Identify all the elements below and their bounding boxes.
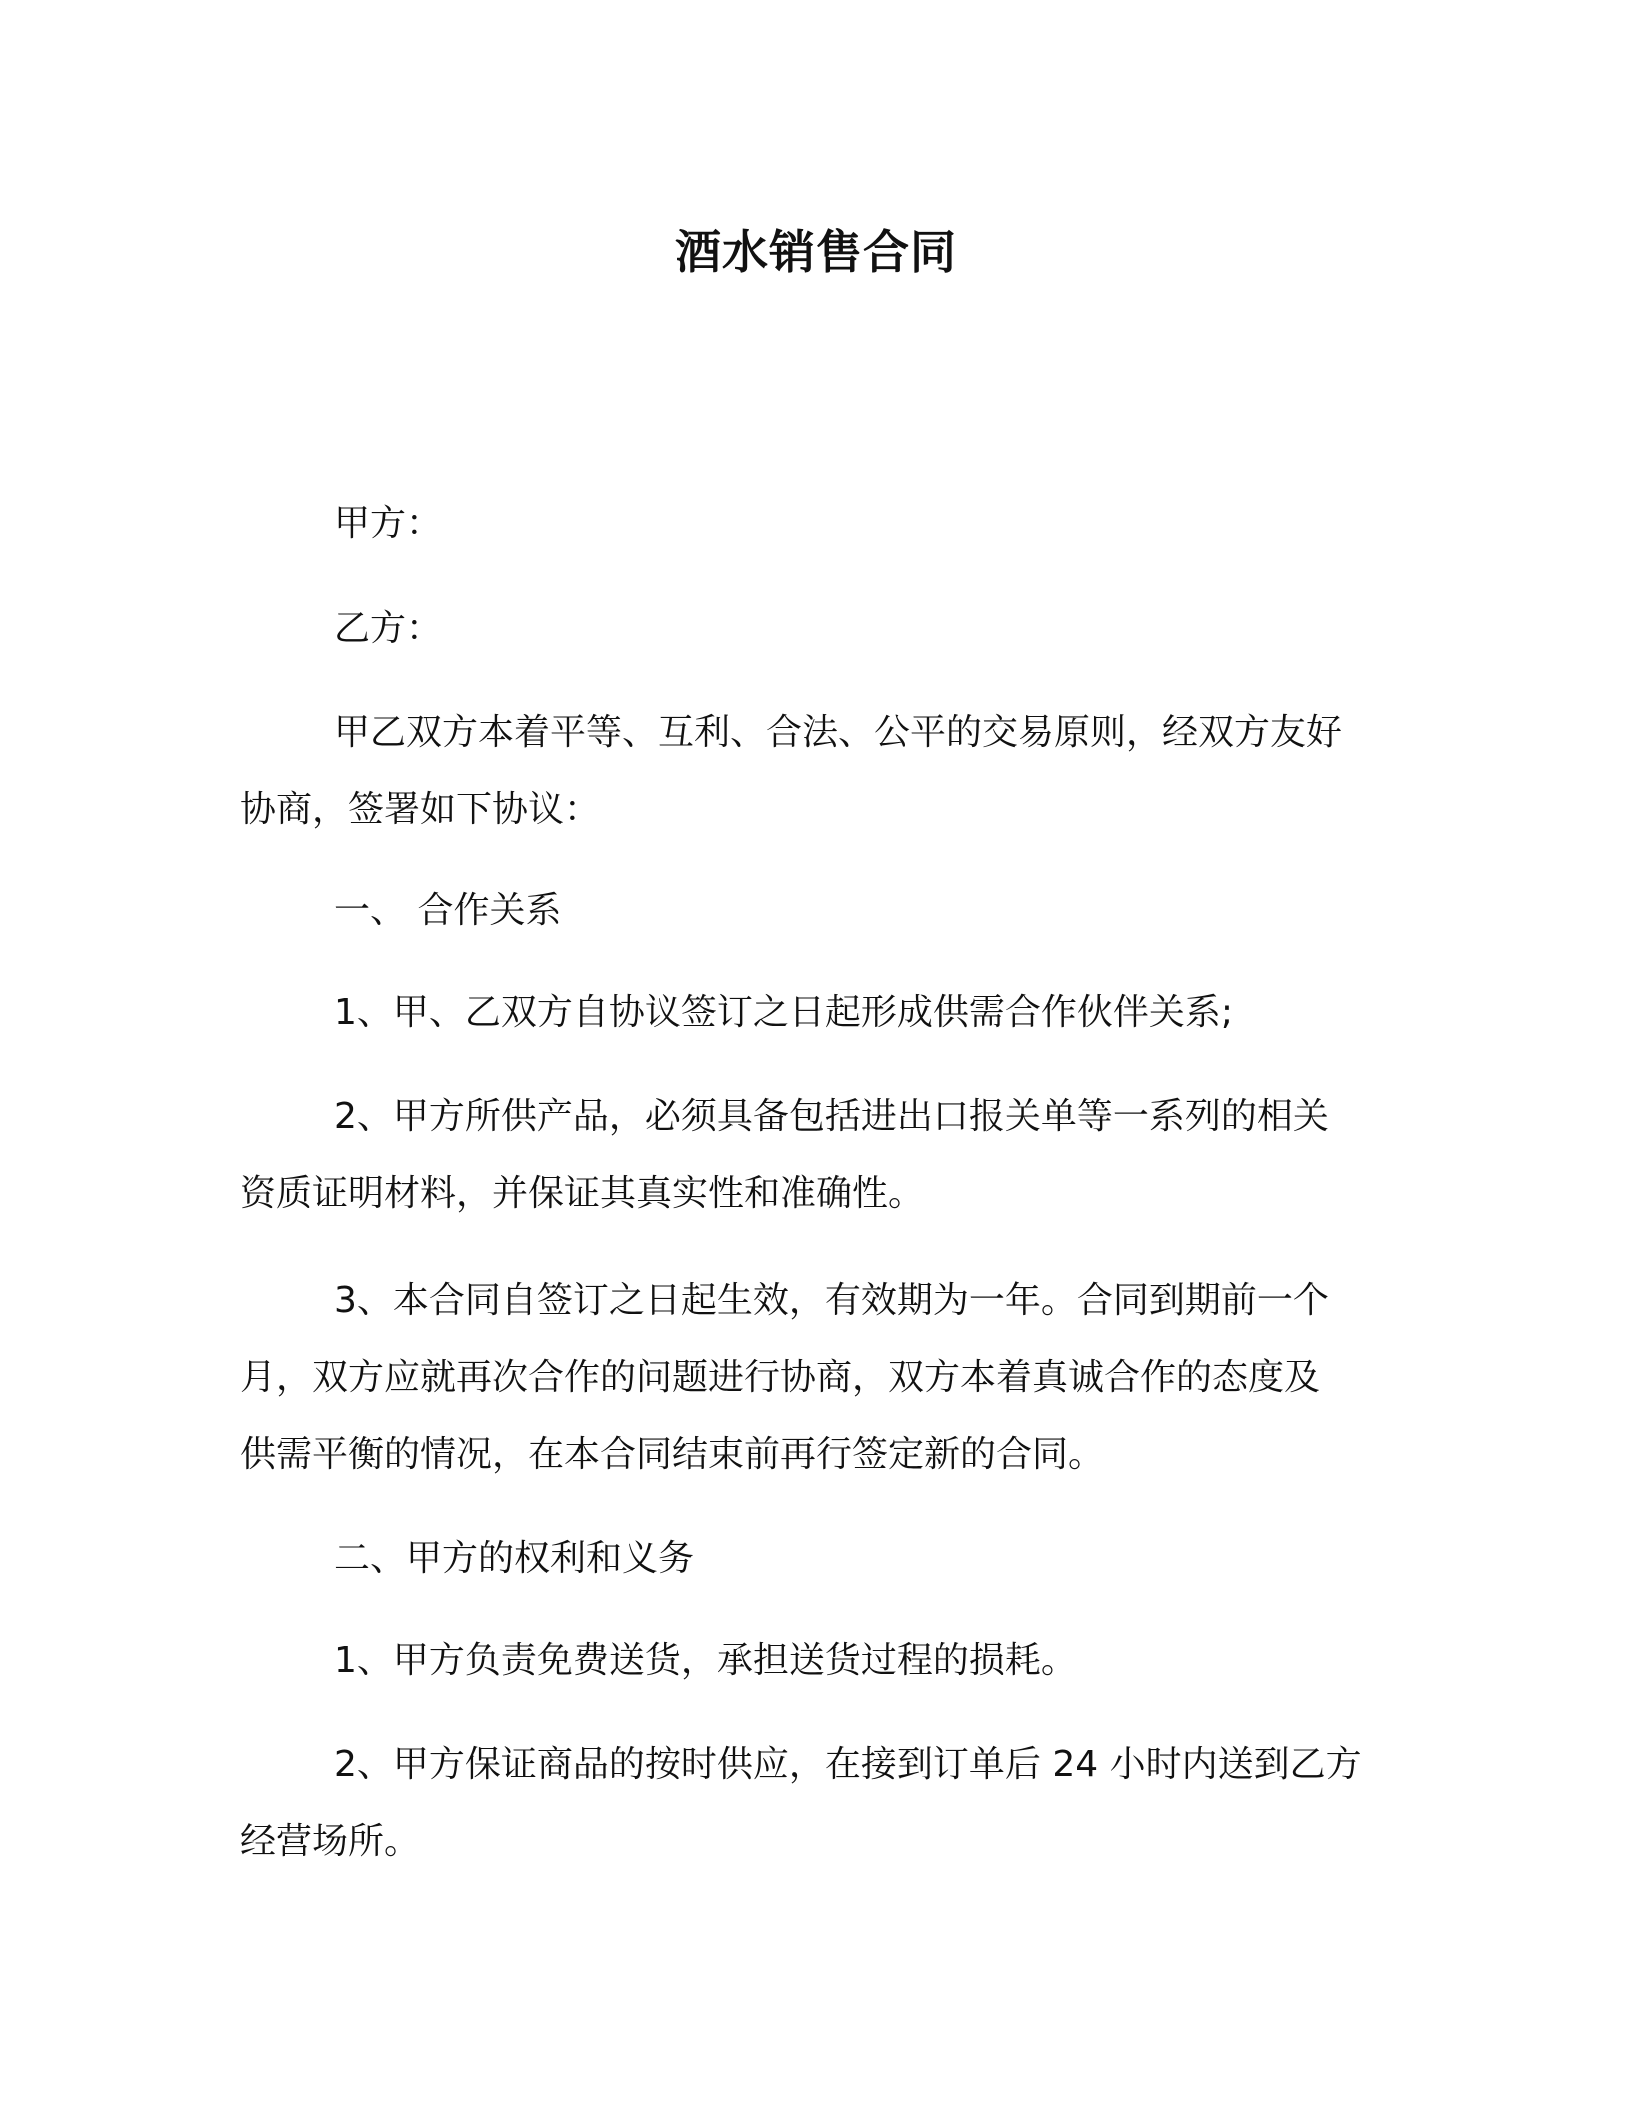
party-b-label: 乙方： xyxy=(334,608,443,649)
section-1-item-3 xyxy=(240,1262,1380,1493)
section-1-item-2 xyxy=(240,1078,1380,1232)
section-1-item-2-line-1: 2、甲方所供产品，必须具备包括进出口报关单等一系列的相关 xyxy=(334,1096,1329,1137)
section-1-item-1: 1、甲、乙双方自协议签订之日起形成供需合作伙伴关系; xyxy=(334,992,1234,1033)
section-2-item-1: 1、甲方负责免费送货，承担送货过程的损耗。 xyxy=(334,1640,1077,1681)
party-a-label: 甲方： xyxy=(334,503,443,544)
section-2-item-2-line-2: 经营场所。 xyxy=(240,1821,421,1862)
intro-line-2: 协商，签署如下协议： xyxy=(240,789,601,830)
section-2-item-2-line-1: 2、甲方保证商品的按时供应，在接到订单后 24 小时内送到乙方 xyxy=(334,1744,1362,1785)
section-1-item-2-line-2: 资质证明材料，并保证其真实性和准确性。 xyxy=(240,1173,925,1214)
document-title: 酒水销售合同 xyxy=(675,225,957,279)
section-1-item-3-line-1: 3、本合同自签订之日起生效，有效期为一年。合同到期前一个 xyxy=(334,1280,1329,1321)
intro-paragraph xyxy=(240,694,1380,848)
section-2-item-2 xyxy=(240,1726,1380,1880)
section-1-item-3-line-3: 供需平衡的情况，在本合同结束前再行签定新的合同。 xyxy=(240,1434,1105,1475)
intro-line-1: 甲乙双方本着平等、互利、合法、公平的交易原则，经双方友好 xyxy=(334,712,1343,753)
section-2-heading: 二、甲方的权利和义务 xyxy=(334,1538,695,1579)
section-1-item-3-line-2: 月，双方应就再次合作的问题进行协商，双方本着真诚合作的态度及 xyxy=(240,1357,1321,1398)
section-1-heading: 一、 合作关系 xyxy=(334,890,562,931)
